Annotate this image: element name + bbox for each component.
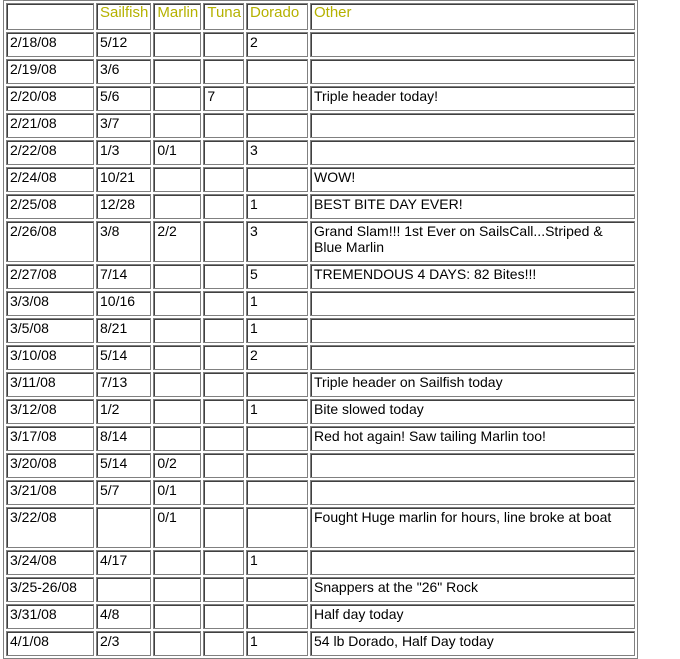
table-row — [6, 372, 635, 397]
cell-date: 3/17/08 — [6, 426, 94, 451]
cell-sailfish: 2/3 — [96, 631, 151, 656]
cell-marlin — [153, 59, 201, 84]
cell-dorado: 3 — [246, 140, 308, 165]
cell-marlin — [153, 372, 201, 397]
cell-date: 3/22/08 — [6, 507, 94, 548]
cell-sailfish: 4/17 — [96, 550, 151, 575]
cell-dorado: 2 — [246, 32, 308, 57]
cell-tuna — [203, 507, 244, 548]
cell-tuna — [203, 399, 244, 424]
cell-marlin — [153, 399, 201, 424]
cell-other: WOW! — [310, 167, 635, 192]
table-row — [6, 577, 635, 602]
catch-log-table — [3, 0, 638, 659]
cell-sailfish: 12/28 — [96, 194, 151, 219]
cell-marlin: 0/2 — [153, 453, 201, 478]
cell-sailfish: 4/8 — [96, 604, 151, 629]
cell-sailfish — [96, 507, 151, 548]
header-other: Other — [310, 3, 635, 30]
table-row — [6, 291, 635, 316]
cell-sailfish: 5/12 — [96, 32, 151, 57]
table-row — [6, 113, 635, 138]
cell-dorado: 1 — [246, 291, 308, 316]
cell-marlin — [153, 194, 201, 219]
cell-marlin — [153, 604, 201, 629]
cell-date: 2/20/08 — [6, 86, 94, 111]
cell-other: 54 lb Dorado, Half Day today — [310, 631, 635, 656]
cell-sailfish: 3/8 — [96, 221, 151, 262]
cell-other: Triple header today! — [310, 86, 635, 111]
cell-tuna — [203, 453, 244, 478]
cell-tuna — [203, 480, 244, 505]
cell-date: 2/25/08 — [6, 194, 94, 219]
cell-date: 3/11/08 — [6, 372, 94, 397]
cell-date: 3/5/08 — [6, 318, 94, 343]
cell-other — [310, 318, 635, 343]
cell-date: 3/24/08 — [6, 550, 94, 575]
cell-dorado: 1 — [246, 194, 308, 219]
cell-dorado — [246, 426, 308, 451]
cell-date: 3/20/08 — [6, 453, 94, 478]
cell-sailfish: 3/6 — [96, 59, 151, 84]
cell-dorado: 3 — [246, 221, 308, 262]
header-row — [6, 3, 635, 30]
cell-tuna — [203, 550, 244, 575]
cell-marlin — [153, 264, 201, 289]
cell-other: Triple header on Sailfish today — [310, 372, 635, 397]
cell-other: BEST BITE DAY EVER! — [310, 194, 635, 219]
cell-sailfish: 8/14 — [96, 426, 151, 451]
cell-tuna — [203, 194, 244, 219]
cell-tuna — [203, 577, 244, 602]
cell-dorado: 5 — [246, 264, 308, 289]
header-sailfish: Sailfish — [96, 3, 151, 30]
cell-tuna — [203, 113, 244, 138]
cell-tuna — [203, 345, 244, 370]
cell-sailfish: 1/2 — [96, 399, 151, 424]
cell-sailfish: 8/21 — [96, 318, 151, 343]
cell-sailfish: 3/7 — [96, 113, 151, 138]
table-row — [6, 32, 635, 57]
cell-marlin: 0/1 — [153, 140, 201, 165]
cell-dorado — [246, 59, 308, 84]
cell-date: 2/22/08 — [6, 140, 94, 165]
cell-sailfish: 5/7 — [96, 480, 151, 505]
cell-date: 3/10/08 — [6, 345, 94, 370]
header-date — [6, 3, 94, 30]
cell-sailfish — [96, 577, 151, 602]
cell-marlin — [153, 318, 201, 343]
cell-date: 2/21/08 — [6, 113, 94, 138]
cell-date: 3/31/08 — [6, 604, 94, 629]
cell-sailfish: 5/14 — [96, 453, 151, 478]
cell-sailfish: 1/3 — [96, 140, 151, 165]
cell-date: 2/18/08 — [6, 32, 94, 57]
table-row — [6, 426, 635, 451]
cell-marlin — [153, 577, 201, 602]
cell-date: 3/3/08 — [6, 291, 94, 316]
cell-marlin: 0/1 — [153, 507, 201, 548]
cell-sailfish: 7/14 — [96, 264, 151, 289]
cell-other: TREMENDOUS 4 DAYS: 82 Bites!!! — [310, 264, 635, 289]
cell-marlin: 0/1 — [153, 480, 201, 505]
cell-date: 4/1/08 — [6, 631, 94, 656]
table-row — [6, 345, 635, 370]
cell-other: Bite slowed today — [310, 399, 635, 424]
table-row — [6, 140, 635, 165]
cell-tuna — [203, 631, 244, 656]
cell-other — [310, 32, 635, 57]
cell-marlin — [153, 345, 201, 370]
cell-dorado — [246, 577, 308, 602]
cell-other: Half day today — [310, 604, 635, 629]
cell-sailfish: 5/14 — [96, 345, 151, 370]
cell-tuna — [203, 221, 244, 262]
cell-marlin — [153, 113, 201, 138]
cell-tuna — [203, 291, 244, 316]
cell-marlin — [153, 86, 201, 111]
cell-tuna — [203, 426, 244, 451]
table-row — [6, 399, 635, 424]
table-row — [6, 221, 635, 262]
cell-date: 2/19/08 — [6, 59, 94, 84]
cell-dorado: 1 — [246, 399, 308, 424]
cell-tuna — [203, 372, 244, 397]
cell-marlin — [153, 32, 201, 57]
cell-date: 3/25-26/08 — [6, 577, 94, 602]
table-row — [6, 264, 635, 289]
cell-dorado: 1 — [246, 318, 308, 343]
table-row — [6, 507, 635, 548]
cell-tuna — [203, 318, 244, 343]
cell-marlin — [153, 426, 201, 451]
cell-date: 2/27/08 — [6, 264, 94, 289]
header-marlin: Marlin — [153, 3, 201, 30]
cell-other: Fought Huge marlin for hours, line broke at boat — [310, 507, 635, 548]
cell-dorado — [246, 604, 308, 629]
cell-date: 2/26/08 — [6, 221, 94, 262]
cell-dorado — [246, 113, 308, 138]
cell-marlin: 2/2 — [153, 221, 201, 262]
table-row — [6, 453, 635, 478]
table-row — [6, 194, 635, 219]
header-dorado: Dorado — [246, 3, 308, 30]
cell-tuna — [203, 140, 244, 165]
cell-other — [310, 345, 635, 370]
cell-other: Red hot again! Saw tailing Marlin too! — [310, 426, 635, 451]
table-row — [6, 86, 635, 111]
table-row — [6, 167, 635, 192]
cell-other — [310, 291, 635, 316]
cell-dorado — [246, 507, 308, 548]
cell-date: 2/24/08 — [6, 167, 94, 192]
cell-date: 3/12/08 — [6, 399, 94, 424]
cell-other — [310, 453, 635, 478]
cell-other: Snappers at the "26" Rock — [310, 577, 635, 602]
cell-marlin — [153, 550, 201, 575]
cell-date: 3/21/08 — [6, 480, 94, 505]
table-row — [6, 318, 635, 343]
cell-dorado: 1 — [246, 631, 308, 656]
cell-dorado — [246, 167, 308, 192]
header-tuna: Tuna — [203, 3, 244, 30]
cell-marlin — [153, 291, 201, 316]
cell-dorado: 1 — [246, 550, 308, 575]
table-row — [6, 604, 635, 629]
table-row — [6, 480, 635, 505]
cell-sailfish: 10/16 — [96, 291, 151, 316]
cell-tuna — [203, 167, 244, 192]
cell-dorado: 2 — [246, 345, 308, 370]
cell-other: Grand Slam!!! 1st Ever on SailsCall...Striped & Blue Marlin — [310, 221, 635, 262]
cell-sailfish: 5/6 — [96, 86, 151, 111]
cell-dorado — [246, 372, 308, 397]
cell-tuna — [203, 59, 244, 84]
cell-other — [310, 59, 635, 84]
cell-dorado — [246, 86, 308, 111]
cell-tuna — [203, 264, 244, 289]
cell-other — [310, 140, 635, 165]
cell-tuna — [203, 604, 244, 629]
cell-sailfish: 10/21 — [96, 167, 151, 192]
cell-marlin — [153, 631, 201, 656]
cell-tuna — [203, 32, 244, 57]
table-row — [6, 631, 635, 656]
cell-dorado — [246, 480, 308, 505]
cell-other — [310, 480, 635, 505]
table-row — [6, 550, 635, 575]
cell-dorado — [246, 453, 308, 478]
cell-tuna: 7 — [203, 86, 244, 111]
cell-marlin — [153, 167, 201, 192]
table-row — [6, 59, 635, 84]
cell-other — [310, 550, 635, 575]
cell-sailfish: 7/13 — [96, 372, 151, 397]
cell-other — [310, 113, 635, 138]
